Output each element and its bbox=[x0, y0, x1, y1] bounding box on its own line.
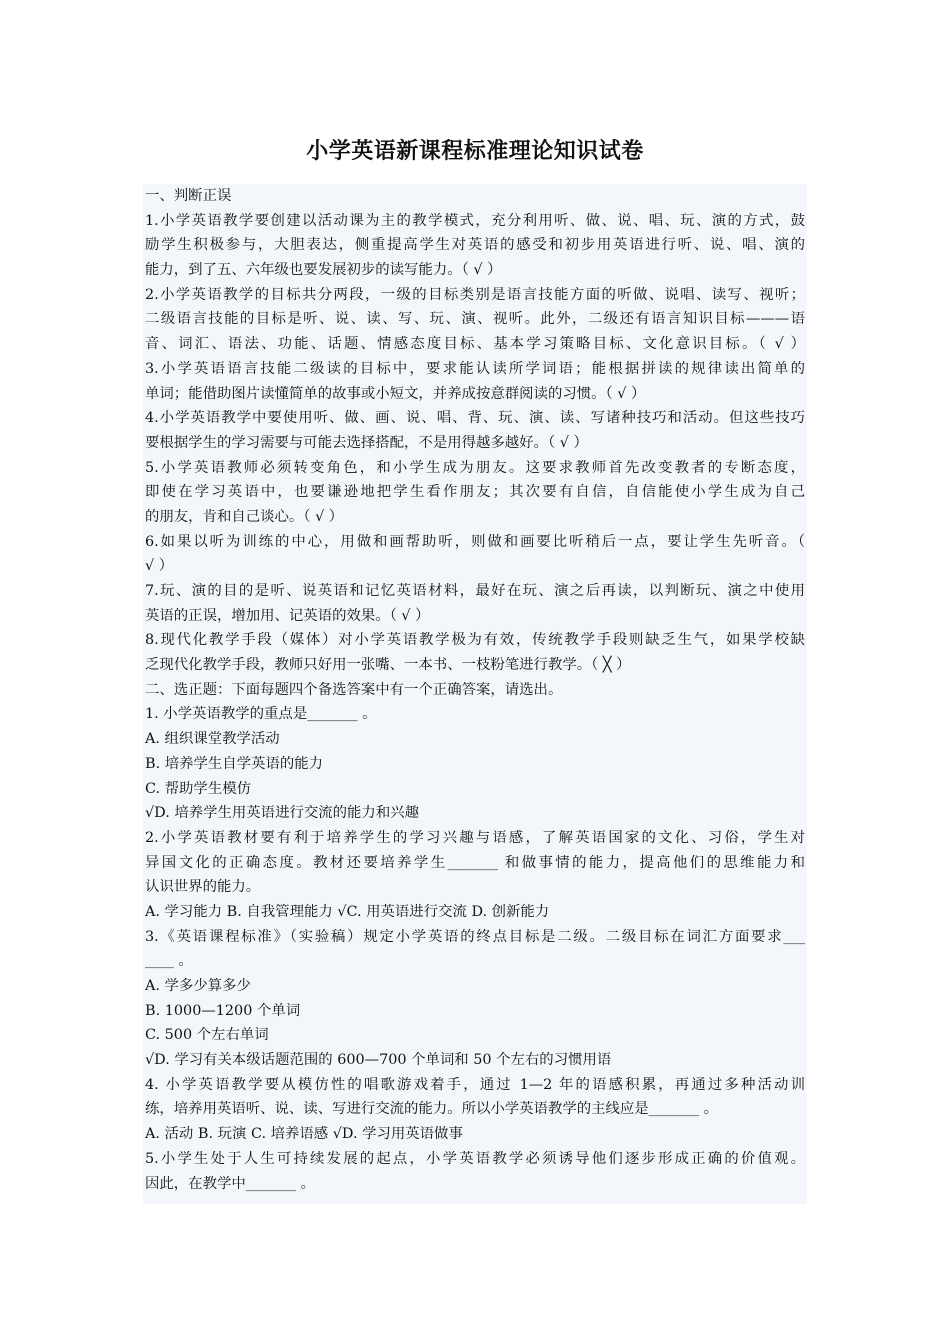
text-line: 4. 小学英语教学要从模仿性的唱歌游戏着手，通过 1—2 年的语感积累，再通过多种活动训 bbox=[145, 1076, 805, 1093]
text-line: √D. 学习有关本级话题范围的 600—700 个单词和 50 个左右的习惯用语 bbox=[145, 1052, 612, 1069]
text-line: C. 500 个左右单词 bbox=[145, 1027, 269, 1044]
text-line: √ ） bbox=[145, 558, 174, 575]
page-title: 小学英语新课程标准理论知识试卷 bbox=[306, 138, 644, 164]
text-line: 异国文化的正确态度。教材还要培养学生_______ 和做事情的能力，提高他们的思维能力和 bbox=[145, 854, 805, 871]
text-line: A. 活动 B. 玩演 C. 培养语感 √D. 学习用英语做事 bbox=[145, 1126, 463, 1143]
text-line: 1. 小学英语教学的重点是_______ 。 bbox=[145, 706, 377, 723]
text-line: 3.《英语课程标准》（实验稿）规定小学英语的终点目标是二级。二级目标在词汇方面要求___ bbox=[145, 928, 805, 945]
text-line: B. 培养学生自学英语的能力 bbox=[145, 755, 324, 772]
text-line: A. 学习能力 B. 自我管理能力 √C. 用英语进行交流 D. 创新能力 bbox=[145, 903, 550, 920]
text-line: 5.小学英语教师必须转变角色，和小学生成为朋友。这要求教师首先改变教者的专断态度， bbox=[145, 459, 805, 476]
text-line: 因此，在教学中_______ 。 bbox=[145, 1175, 316, 1192]
text-line: 2.小学英语教材要有利于培养学生的学习兴趣与语感，了解英语国家的文化、习俗，学生对 bbox=[145, 829, 805, 846]
text-line: 音、词汇、语法、功能、话题、情感态度目标、基本学习策略目标、文化意识目标。（ √ ） bbox=[145, 336, 805, 353]
text-line: 7.玩、演的目的是听、说英语和记忆英语材料，最好在玩、演之后再读，以判断玩、演之中使用 bbox=[145, 583, 805, 599]
text-line: 8.现代化教学手段（媒体）对小学英语教学极为有效，传统教学手段则缺乏生气，如果学校缺 bbox=[145, 632, 805, 649]
text-line: 1.小学英语教学要创建以活动课为主的教学模式，充分利用听、做、说、唱、玩、演的方式，鼓 bbox=[145, 212, 805, 229]
document-body bbox=[143, 184, 807, 1204]
text-line: 乏现代化教学手段，教师只好用一张嘴、一本书、一枝粉笔进行教学。（ ╳ ） bbox=[145, 657, 631, 674]
text-line: B. 1000—1200 个单词 bbox=[145, 1002, 301, 1019]
section-heading-true-false: 一、判断正误 bbox=[145, 188, 232, 204]
text-line: 3.小学英语语言技能二级读的目标中，要求能认读所学词语；能根据拼读的规律读出简单的 bbox=[145, 360, 805, 377]
text-line: 能力，到了五、六年级也要发展初步的读写能力。（ √ ） bbox=[145, 262, 502, 279]
text-line: ____ 。 bbox=[145, 953, 193, 970]
section-heading-multiple-choice: 二、选正题：下面每题四个备选答案中有一个正确答案，请选出。 bbox=[145, 681, 563, 698]
text-line: 练，培养用英语听、说、读、写进行交流的能力。所以小学英语教学的主线应是_______ 。 bbox=[145, 1101, 719, 1118]
text-line: 5.小学生处于人生可持续发展的起点，小学英语教学必须诱导他们逐步形成正确的价值观。 bbox=[145, 1150, 805, 1167]
text-line: C. 帮助学生模仿 bbox=[145, 780, 251, 797]
text-line: 励学生积极参与，大胆表达，侧重提高学生对英语的感受和初步用英语进行听、说、唱、演的 bbox=[145, 237, 805, 254]
text-line: 单词；能借助图片读懂简单的故事或小短文，并养成按意群阅读的习惯。（ √ ） bbox=[145, 385, 646, 402]
text-line: 的朋友，肯和自己谈心。（ √ ） bbox=[145, 508, 344, 525]
text-line: 2.小学英语教学的目标共分两段，一级的目标类别是语言技能方面的听做、说唱、读写、视听； bbox=[145, 286, 805, 303]
text-line: 二级语言技能的目标是听、说、读、写、玩、演、视听。此外，二级还有语言知识目标———语 bbox=[145, 311, 805, 328]
text-line: 即使在学习英语中，也要谦逊地把学生看作朋友；其次要有自信，自信能使小学生成为自己 bbox=[145, 484, 805, 501]
text-line: 4.小学英语教学中要使用听、做、画、说、唱、背、玩、演、读、写诸种技巧和活动。但这些技巧 bbox=[145, 410, 805, 427]
text-line: A. 学多少算多少 bbox=[145, 978, 251, 994]
text-line: 要根据学生的学习需要与可能去选择搭配，不是用得越多越好。（ √ ） bbox=[145, 434, 588, 451]
text-line: A. 组织课堂教学活动 bbox=[145, 731, 280, 748]
text-line: 6.如果以听为训练的中心，用做和画帮助听，则做和画要比听稍后一点，要让学生先听音。（ bbox=[145, 533, 805, 550]
text-line: 英语的正误，增加用、记英语的效果。（ √ ） bbox=[145, 607, 430, 624]
text-line: 认识世界的能力。 bbox=[145, 879, 261, 896]
text-line: √D. 培养学生用英语进行交流的能力和兴趣 bbox=[145, 805, 419, 822]
